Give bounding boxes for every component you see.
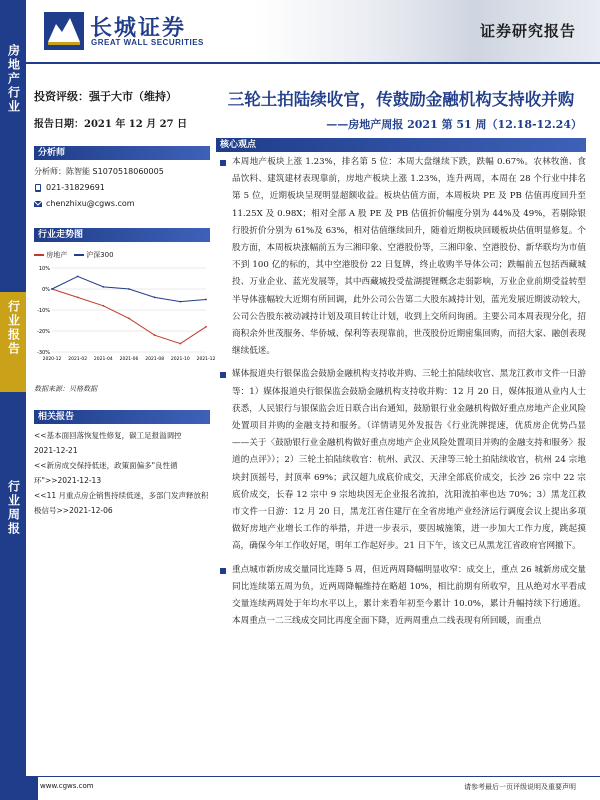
x-tick-label: 2021-06 — [119, 357, 139, 362]
header-divider — [26, 62, 600, 64]
report-date: 报告日期：2021 年 12 月 27 日 — [34, 119, 188, 130]
analyst-section-title: 分析师 — [34, 146, 210, 160]
y-tick-label: -10% — [37, 308, 50, 314]
sidebar-section-industry — [0, 44, 26, 154]
legend-label-a: 房地产 — [46, 251, 68, 259]
chart-legend — [34, 250, 210, 260]
x-tick-label: 2021-02 — [68, 357, 88, 362]
y-tick-label: -20% — [37, 329, 50, 335]
left-info-column — [34, 88, 216, 518]
y-tick-label: 10% — [38, 266, 50, 272]
phone-icon — [34, 184, 42, 192]
x-tick-label: 2021-08 — [145, 357, 165, 362]
x-tick-label: 2020-12 — [42, 357, 62, 362]
trend-chart — [34, 250, 216, 370]
analyst-phone: 021-31829691 — [46, 183, 105, 192]
page-header — [26, 0, 600, 62]
report-subtitle: ——房地产周报 2021 第 51 周（12.18-12.24） — [326, 118, 582, 131]
paragraph-text: 本周地产板块上涨 1.23%，排名第 5 位：本周大盘继续下跌，跌幅 0.67%。农林牧渔、食品饮料、建筑建材表现靠前，房地产板块上涨 1.23%，连升两周，本周在 28 个行业中排名第 5 位，近期板块呈现明显超额收益。板块估值方面，本周板块 PE 及 PB 估值再度回升至 11.25X 及 0.98X；相对全部 A 股 PE 及 PB 估值折价幅度分别为 44%及 49%，若剔除银行股折价分别为 61%及 63%，相对估值继续回升，随着近期板块回暖板块估值明显修复。个股方面，本周板块涨幅前五为三湘印象、空港股份等，三湘印象、空港股份、新华联均为市值不到 100 亿的标的，其中空港股份 22 日复牌，终止收购半导体公司；跌幅前五包括西藏城投、万业企业、蓝光发展等，其中西藏城投受盐湖提锂概念走弱影响，万业企业前期受益转型半导体涨幅较大近期有所回调，此外公司公告第二大股东减持计划，蓝光发展近期波动较大，公司公告股东被动减持计划及项目转让计划，收到上交所问询函。主要公司本周表现分化，招商积余外世茂服务、华侨城、保利等表现靠前，世茂股份近期密集回购，而招大家、融创表现继续低迷。 — [232, 157, 586, 357]
legend-swatch-b — [74, 254, 84, 256]
great-wall-logo-icon — [44, 12, 84, 50]
legend-label-b: 沪深300 — [86, 251, 114, 259]
core-view-title: 核心观点 — [216, 138, 586, 152]
bullet-square-icon — [220, 568, 226, 574]
report-title: 三轮土拍陆续收官，传鼓励金融机构支持收并购 — [227, 90, 575, 109]
series-point — [102, 286, 104, 288]
footer-website[interactable]: www.cgws.com — [40, 782, 94, 790]
company-logo — [44, 10, 224, 52]
series-point — [51, 288, 53, 290]
bullet-square-icon — [220, 160, 226, 166]
related-reports-list — [34, 428, 210, 518]
related-report-item[interactable]: <<基本面回落恢复性修复，碳工足报溢调控 — [34, 431, 182, 440]
series-point — [128, 288, 130, 290]
series-point — [205, 299, 207, 301]
paragraph-transactions — [216, 562, 586, 631]
series-point — [154, 297, 156, 299]
legend-swatch-a — [34, 254, 44, 256]
sidebar-label-bottom: 行业周报 — [6, 480, 21, 536]
paragraph-text: 重点城市新房成交量同比连降 5 周，但近两周降幅明显收窄：成交上，重点 26 城新房成交量同比连续第五周为负，近两周降幅维持在略超 10%，相比前期有所收窄，且从绝对水平看成交量连续两周处于年均水平以上，累计来看年初至今累计 10.0%，累计升幅持续下行通道。本周重点一二三线成交同比再度全面下降，近两周重点二线表现有所回暖，而重点 — [232, 564, 586, 627]
footer-corner-mark-icon — [26, 777, 38, 800]
footer-divider — [26, 776, 600, 777]
paragraph-weekly-performance — [216, 154, 586, 360]
analyst-email[interactable]: chenzhixu@cgws.com — [46, 199, 135, 208]
chart-source: 数据来源：贝格数据 — [34, 385, 97, 393]
sidebar-label-top: 房地产行业 — [6, 44, 21, 114]
investment-rating: 投资评级：强于大市（维持） — [34, 90, 177, 103]
related-reports-title: 相关报告 — [34, 410, 210, 424]
y-tick-label: 0% — [42, 287, 50, 293]
analyst-name: 分析师：陈智能 S1070518060005 — [34, 167, 164, 176]
series-point — [102, 305, 104, 307]
analyst-email-row — [34, 196, 210, 212]
related-report-item[interactable]: <<新房成交保持低迷，政策面偏多"良性循环">>2021-12-13 — [34, 461, 178, 485]
sidebar-label-mid: 行业报告 — [6, 300, 21, 356]
series-point — [205, 326, 207, 328]
footer-disclaimer: 请参考最后一页评级说明及重要声明 — [464, 783, 576, 791]
chart-section-title: 行业走势图 — [34, 228, 210, 242]
series-point — [77, 297, 79, 299]
main-content — [216, 88, 586, 630]
email-icon — [34, 200, 42, 208]
x-tick-label: 2021-04 — [93, 357, 113, 362]
x-tick-label: 2021-10 — [170, 357, 190, 362]
related-report-item[interactable]: 2021-12-21 — [34, 446, 78, 455]
trend-chart-svg — [34, 262, 216, 370]
paragraph-text: 媒体报道央行银保监会鼓励金融机构支持收并购、三轮土拍陆续收官、黑龙江救市文件一日游等：1）媒体报道央行银保监会鼓励金融机构支持收并购：12 月 20 日，媒体报道从业内人士获悉，人民银行与银保监会近日联合出台通知，鼓励银行业金融机构做好重点房地产企业风险处置项目并购的金融支持和服务。（详情请见外发报告《行业洗牌提速，优质房企优势凸显——关于〈鼓励银行业金融机构做好重点房地产企业风险处置项目并购的金融支持和服务〉报道的点评》）；2）三轮土拍陆续收官：杭州、武汉、天津等三轮土拍陆续收官，杭州 24 宗地块封顶摇号，封顶率 69%；武汉超九成底价成交，天津全部底价成交，长沙 26 宗中 22 宗底价成交，长春 12 宗中 9 宗地块因无企业报名流拍，沈阳流拍率也达 70%；3）黑龙江救市文件一日游：12 月 20 日，黑龙江省住建厅在全省房地产业经济运行调度会议上提出多项做好房地产业增长工作的举措，并进一步表示，要因城施策，进一步加大工作力度，跳起摸高，确保今年工作收好尾，明年工作起好步。21 日下午，该文已从黑龙江省政府官网撤下。 — [232, 369, 586, 552]
series-line-1 — [52, 289, 206, 344]
report-type-label: 证券研究报告 — [479, 22, 576, 40]
analyst-phone-row — [34, 180, 210, 196]
bullet-square-icon — [220, 372, 226, 378]
series-point — [128, 318, 130, 320]
series-point — [179, 343, 181, 345]
analyst-info — [34, 164, 210, 212]
y-tick-label: -30% — [37, 350, 50, 356]
x-tick-label: 2021-12 — [196, 357, 216, 362]
left-sidebar — [0, 0, 26, 800]
series-point — [154, 334, 156, 336]
paragraph-policy-news — [216, 366, 586, 555]
logo-en-text: GREAT WALL SECURITIES — [91, 38, 204, 47]
sidebar-section-weekly — [0, 480, 26, 580]
series-point — [77, 276, 79, 278]
logo-cn-text: 长城证券 — [90, 16, 187, 41]
related-report-item[interactable]: <<11 月重点房企销售持续低迷，多部门发声释放积极信号>>2021-12-06 — [34, 491, 209, 515]
series-point — [179, 301, 181, 303]
sidebar-section-report — [0, 292, 26, 392]
